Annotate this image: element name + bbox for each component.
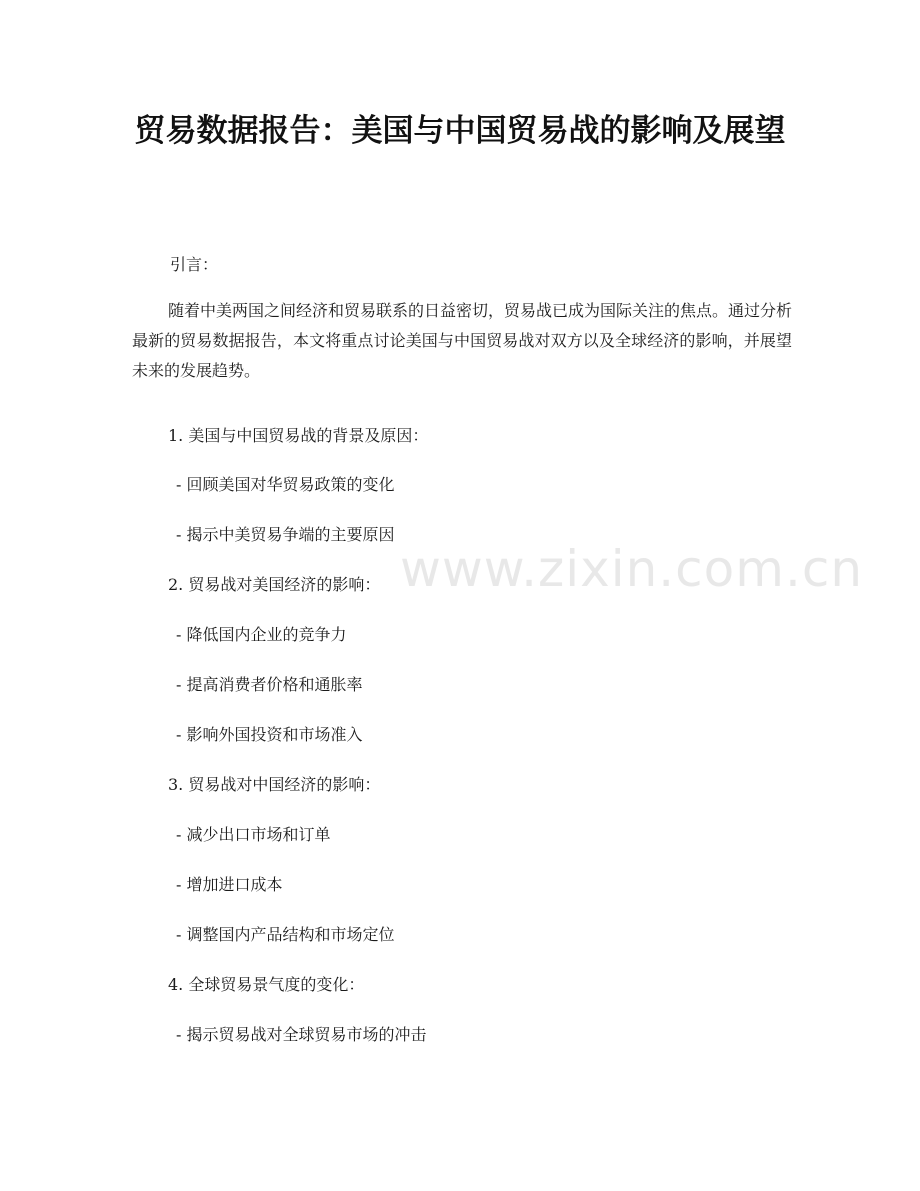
- section-heading-3: 3. 贸易战对中国经济的影响：: [168, 775, 381, 794]
- section-4-bullet-1: - 揭示贸易战对全球贸易市场的冲击: [176, 1025, 427, 1044]
- section-heading-4: 4. 全球贸易景气度的变化：: [168, 975, 365, 994]
- section-3-bullet-2: - 增加进口成本: [176, 875, 283, 894]
- section-heading-2: 2. 贸易战对美国经济的影响：: [168, 575, 381, 594]
- intro-label: 引言：: [170, 255, 219, 274]
- watermark: www.zixin.com.cn: [400, 540, 864, 598]
- section-1-bullet-1: - 回顾美国对华贸易政策的变化: [176, 475, 395, 494]
- section-3-bullet-3: - 调整国内产品结构和市场定位: [176, 925, 395, 944]
- section-3-bullet-1: - 减少出口市场和订单: [176, 825, 331, 844]
- intro-paragraph: 随着中美两国之间经济和贸易联系的日益密切，贸易战已成为国际关注的焦点。通过分析最新的贸易数据报告，本文将重点讨论美国与中国贸易战对双方以及全球经济的影响，并展望未来的发展趋势。: [132, 301, 793, 380]
- section-2-bullet-1: - 降低国内企业的竞争力: [176, 625, 347, 644]
- document-title: 贸易数据报告：美国与中国贸易战的影响及展望: [134, 113, 786, 149]
- section-heading-1: 1. 美国与中国贸易战的背景及原因：: [168, 426, 429, 445]
- section-2-bullet-3: - 影响外国投资和市场准入: [176, 725, 363, 744]
- section-1-bullet-2: - 揭示中美贸易争端的主要原因: [176, 525, 395, 544]
- section-2-bullet-2: - 提高消费者价格和通胀率: [176, 675, 363, 694]
